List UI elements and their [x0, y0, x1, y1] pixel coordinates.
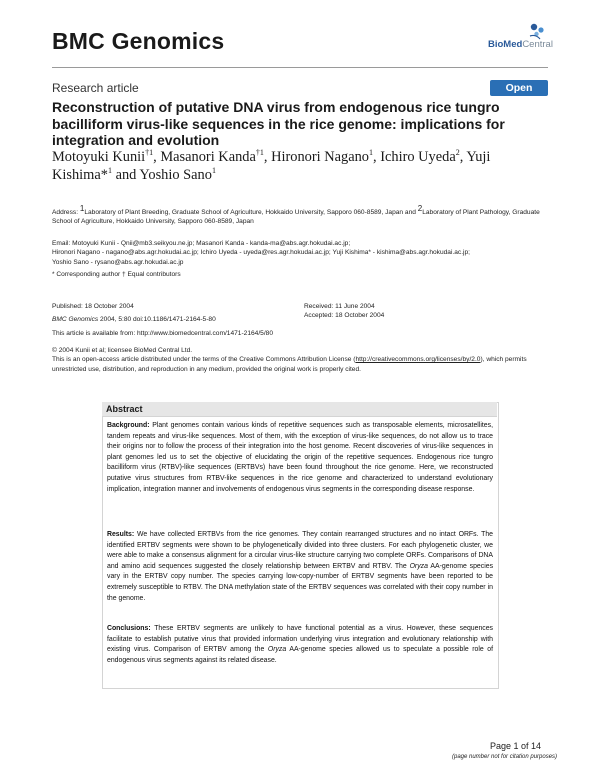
publisher-logo-text: BioMedCentral — [488, 39, 553, 50]
published-date: Published: 18 October 2004 — [52, 303, 134, 310]
abstract-results: Results: We have collected ERTBVs from the rice genomes. They contain rearranged structures and no intact ORFs. The identified ERTBV segments were shown to be phylogenetically divided into three clusters. For each phylogenetic cluster, we were able to make a consensus alignment for a circular virus-like structure carrying two complete ORFs. Comparisons of DNA and amino acid sequences suggested the closely relationship between ERTBV and RTBV. The Oryza AA-genome species vary in the ERTBV copy number. The species carrying low-copy-number of ERTBV segments have been reported to be extremely susceptible to RTBV. The DNA methylation state of the ERTBV sequences was correlated with their copy number in the genome. — [107, 531, 494, 602]
author-name: Masanori Kanda — [160, 149, 256, 165]
author-affiliation-mark: 1 — [369, 148, 373, 158]
copyright-license — [52, 346, 548, 374]
author-separator: , — [263, 149, 272, 165]
license-text: This is an open-access article distributed under the terms of the Creative Commons Attribution License (http://creativecommons.org/licenses/by/2.0), which permits unrestricted use, distribution, and reproduction in any medium, provided the original work is properly cited. — [52, 356, 527, 373]
author-separator: , — [373, 149, 381, 165]
author-name: Ichiro Uyeda — [380, 149, 456, 165]
author-affiliation-mark: 2 — [455, 148, 460, 158]
author-affiliation-mark: 1 — [107, 165, 112, 175]
author-list — [52, 149, 552, 184]
copyright-line: © 2004 Kunii et al; licensee BioMed Central Ltd. — [52, 347, 193, 354]
author-separator: , — [459, 149, 467, 165]
author-separator: , — [153, 149, 161, 165]
author-affiliation-mark: 1 — [211, 165, 216, 175]
biomed-central-logo-icon — [488, 18, 548, 58]
email-line: Email: Motoyuki Kunii - Qnii@mb3.seikyou.ne.jp; Masanori Kanda - kanda-ma@abs.agr.hokudai.ac.jp; — [52, 240, 351, 247]
abstract-background: Background: Plant genomes contain various kinds of repetitive sequences such as transposable elements, microsatellites, tandem repeats and virus-like sequences. Most of them, with the exception of virus-like sequences, do not allow us to trace their origins nor to follow the process of their integration into the host genome. Recent discoveries of virus-like sequences in plant genomes led us to set the objective of elucidating the origin of the repetitive sequences. Endogenous rice tungro bacilliform virus (RTBV)-like sequences (ERTBVs) have been found throughout the rice genome. Here, we reconstructed putative virus structures from RTBV-like sequences in the rice genome and characterized to understand evolutionary implication, integration manner and involvements of endogenous virus segments in the corresponding disease response. — [107, 422, 493, 493]
received-date: Received: 11 June 2004 — [304, 303, 375, 310]
author-affiliation-mark: †1 — [255, 148, 264, 158]
email-line: Yoshio Sano - rysano@abs.agr.hokudai.ac.jp — [52, 258, 184, 266]
article-title: Reconstruction of putative DNA virus from endogenous rice tungro bacilliform virus-like sequences in the rice genome: implications for integration and evolution — [52, 99, 505, 148]
accepted-date: Accepted: 18 October 2004 — [304, 312, 385, 320]
article-type: Research article — [52, 81, 139, 95]
abstract-heading: Abstract — [106, 404, 143, 414]
author-name: Yuji Kishima* — [52, 149, 491, 183]
author-emails — [52, 239, 548, 267]
page-note: (page number not for citation purposes) — [452, 754, 558, 760]
author-separator: and — [111, 166, 140, 183]
citation: BMC Genomics 2004, 5:80 doi:10.1186/1471-2164-5-80 — [52, 316, 216, 324]
author-name: Motoyuki Kunii — [52, 149, 146, 165]
abstract-conclusions: Conclusions: These ERTBV segments are unlikely to have functional potential as a virus. However, these sequences facilitate to establish putative virus that provided information underlying virus integration and evolutionary relationship with existing virus. Comparison of ERTBV among the Oryza AA-genome species allowed us to speculate a possible role of endogenous virus segments against its related disease. — [107, 625, 493, 664]
abstract-header-bar — [102, 402, 497, 417]
author-affiliation-mark: †1 — [145, 148, 154, 158]
header-divider — [52, 67, 548, 68]
submission-dates — [304, 302, 544, 321]
journal-title: BMC Genomics — [52, 28, 225, 54]
corresponding-note: * Corresponding author † Equal contributors — [52, 271, 181, 278]
author-name: Yoshio Sano — [139, 166, 212, 183]
author-name: Hironori Nagano — [271, 149, 369, 165]
open-access-badge: Open Access — [490, 80, 548, 96]
email-line: Hironori Nagano - nagano@abs.agr.hokudai.ac.jp; Ichiro Uyeda - uyeda@res.agr.hokudai.ac.jp; Yuji Kishima* - kishima@abs.agr.hokudai.ac.jp; — [52, 249, 471, 257]
license-link[interactable]: http://creativecommons.org/licenses/by/2.0 — [355, 356, 481, 364]
article-url: This article is available from: http://www.biomedcentral.com/1471-2164/5/80 — [52, 329, 273, 337]
author-address: Address: $^1$Laboratory of Plant Breeding, Graduate School of Agriculture, Hokkaido University, Sapporo 060-8589, Japan and $^2$Laboratory of Plant Pathology, Graduate School of Agriculture, Hokkaido University, Sapporo 060-8589, Japan — [52, 203, 540, 226]
page-number: Page 1 of 14 — [490, 741, 542, 751]
publication-info — [52, 302, 292, 338]
